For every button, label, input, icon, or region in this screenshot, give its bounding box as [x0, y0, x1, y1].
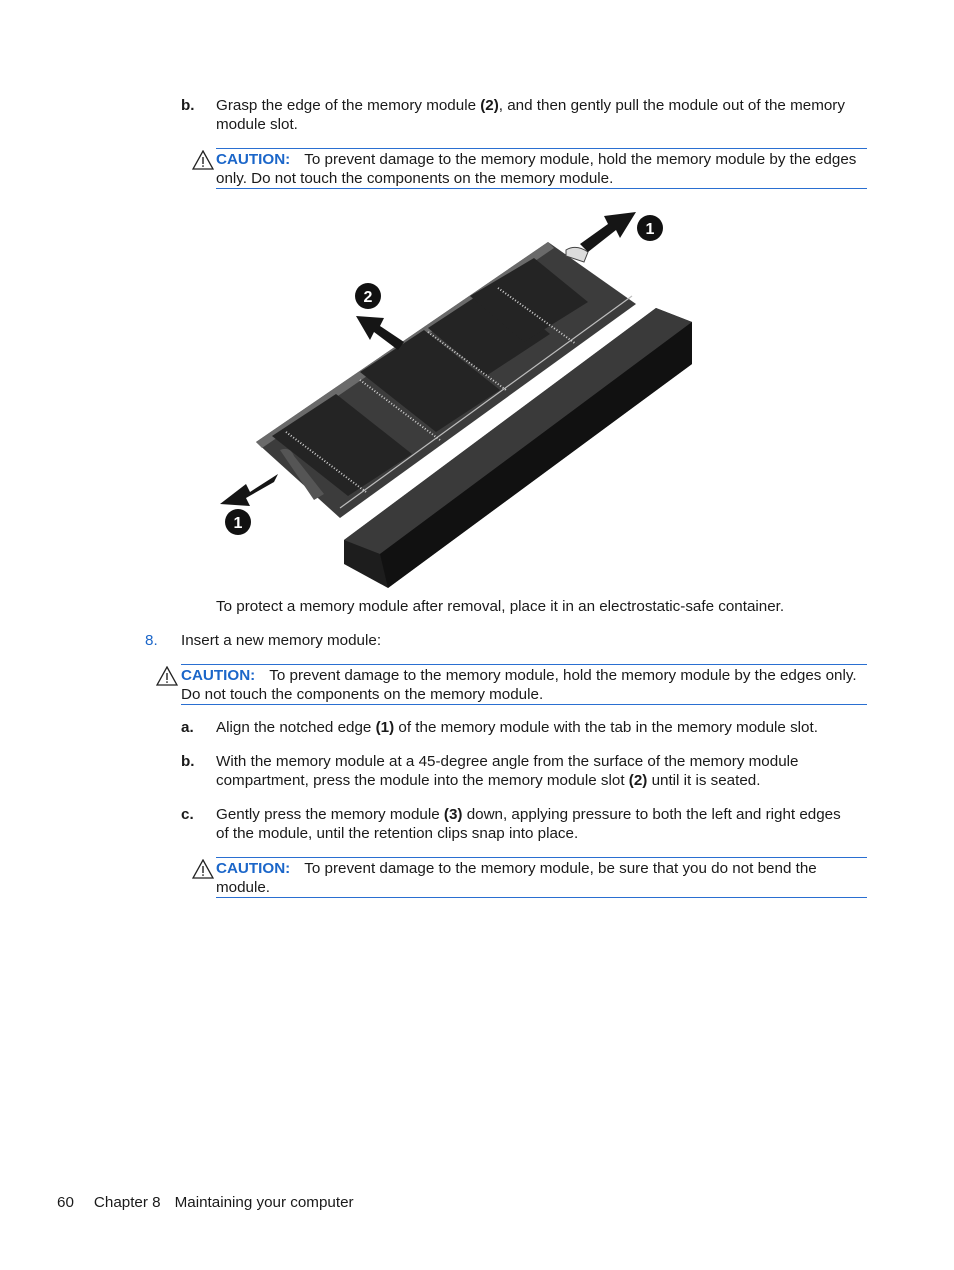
step-a-text: [216, 718, 866, 737]
warning-icon: [192, 150, 214, 170]
caution-box: [216, 148, 867, 189]
step-8-number: 8.: [145, 632, 158, 649]
step-b-label: b.: [181, 97, 195, 114]
memory-module-illustration: [216, 204, 696, 590]
footer-chapter: Chapter 8: [93, 1194, 161, 1211]
step-b2-ref: (2): [628, 772, 648, 789]
step-8-text: Insert a new memory module:: [181, 632, 382, 649]
warning-icon: [192, 859, 214, 879]
page-footer: [57, 1193, 354, 1212]
step-b2-text-1: With the memory module at a 45-degree angle from the surface of the memory module compartment, press the module into the memory module slot: [216, 753, 799, 789]
after-removal-text: To protect a memory module after removal, place it in an electrostatic-safe container.: [216, 598, 785, 615]
footer-title: Maintaining your computer: [174, 1194, 354, 1211]
caution-box: [181, 664, 867, 705]
step-b-text: [216, 96, 856, 134]
step-a-text-1: Align the notched edge: [216, 719, 376, 736]
step-c-text: [216, 805, 841, 843]
caution-label: CAUTION:: [216, 151, 291, 168]
callout-2: 2: [363, 289, 373, 306]
step-c-text-2: down, applying pressure to both the left and right edges of the module, until the retention clips snap into place.: [216, 806, 841, 842]
callout-1-top: 1: [645, 221, 655, 238]
step-a-text-2: of the memory module with the tab in the memory module slot.: [394, 719, 818, 736]
page-number: 60: [57, 1194, 74, 1211]
step-a-ref: (1): [375, 719, 395, 736]
step-b2-text: [216, 752, 846, 790]
step-b2-text-2: until it is seated.: [647, 772, 761, 789]
caution-text: To prevent damage to the memory module, hold the memory module by the edges only. Do not touch the components on the memory module.: [181, 667, 857, 703]
warning-icon: [156, 666, 178, 686]
caution-label: CAUTION:: [216, 860, 291, 877]
step-a-label: a.: [181, 719, 194, 736]
step-c-text-1: Gently press the memory module: [216, 806, 444, 823]
step-b-ref: (2): [480, 97, 499, 114]
caution-text: To prevent damage to the memory module, hold the memory module by the edges only. Do not touch the components on the memory module.: [216, 151, 857, 187]
caution-box: [216, 857, 867, 898]
caution-label: CAUTION:: [181, 667, 256, 684]
step-c-ref: (3): [443, 806, 463, 823]
step-b-text-2: , and then gently pull the module out of the memory module slot.: [216, 97, 845, 133]
step-b2-label: b.: [181, 753, 195, 770]
caution-text: To prevent damage to the memory module, be sure that you do not bend the module.: [216, 860, 817, 896]
step-c-label: c.: [181, 806, 194, 823]
callout-1-bottom: 1: [233, 515, 243, 532]
step-b-text-1: Grasp the edge of the memory module: [216, 97, 481, 114]
